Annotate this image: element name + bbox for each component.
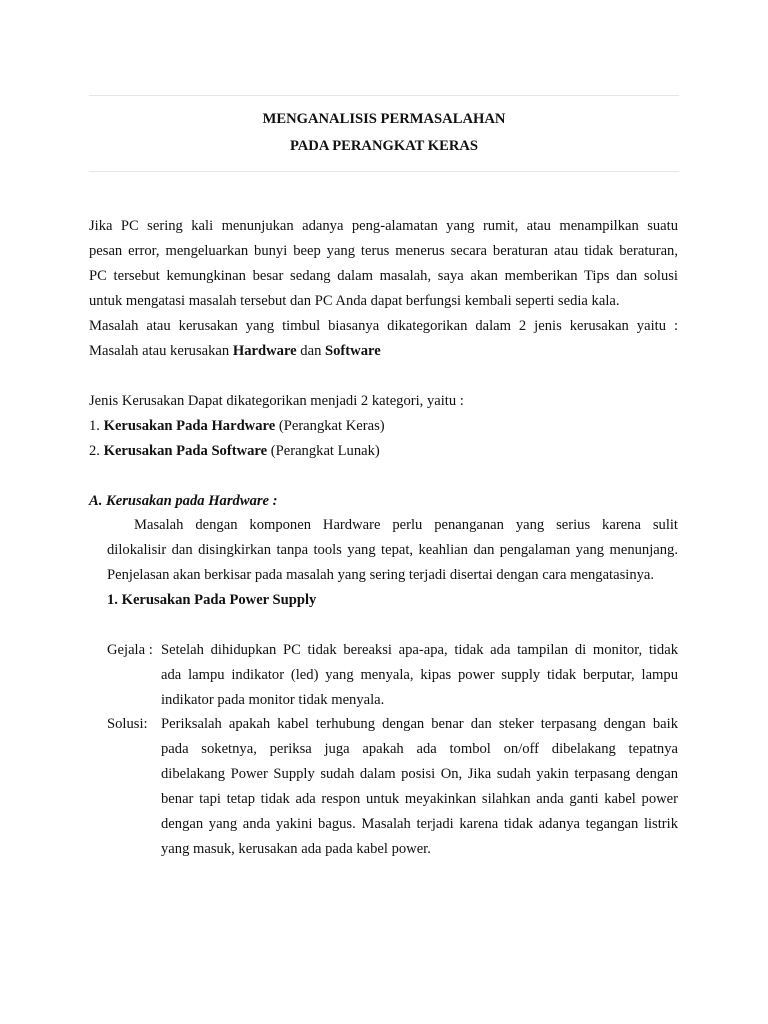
list-bold: Kerusakan Pada Software: [103, 443, 268, 459]
intro-last-prefix: Masalah atau kerusakan: [89, 343, 233, 359]
intro-line: Jika PC sering kali menunjukan adanya peng-alamatan yang rumit, atau menampilkan suatu: [89, 218, 678, 234]
gejala-line: Setelah dihidupkan PC tidak bereaksi apa-apa, tidak ada tampilan di monitor, tidak: [161, 642, 678, 658]
hardware-term: Hardware: [232, 343, 297, 359]
list-rest: (Perangkat Lunak): [267, 443, 380, 459]
solusi-line: Periksalah apakah kabel terhubung dengan benar dan steker terpasang dengan baik: [161, 716, 678, 732]
document-title-line-1: MENGANALISIS PERMASALAHAN: [262, 111, 506, 127]
list-item: [89, 441, 678, 461]
list-number: 1.: [89, 418, 104, 434]
intro-last-line: [89, 341, 678, 361]
section-a-line: dilokalisir dan disingkirkan tanpa tools yang tepat, keahlian dan pengalaman yang menunjang.: [107, 542, 678, 558]
solusi-line: dibelakang Power Supply sudah dalam posisi On, Jika sudah yakin terpasang dengan: [161, 766, 678, 782]
gejala-line: indikator pada monitor tidak menyala.: [161, 692, 385, 708]
header-rule-top: [89, 95, 679, 96]
solusi-line: dengan yang anda yakini bagus. Masalah terjadi karena tidak adanya tegangan listrik: [161, 816, 678, 832]
section-a-heading: A. Kerusakan pada Hardware :: [89, 493, 278, 509]
intro-last-and: dan: [296, 343, 326, 359]
list-rest: (Perangkat Keras): [275, 418, 385, 434]
intro-line: Masalah atau kerusakan yang timbul biasanya dikategorikan dalam 2 jenis kerusakan yaitu :: [89, 318, 678, 334]
section-a-line: Penjelasan akan berkisar pada masalah yang sering terjadi disertai dengan cara mengatasinya.: [107, 567, 655, 583]
intro-line: pesan error, mengeluarkan bunyi beep yang terus menerus secara beraturan atau tidak beraturan,: [89, 243, 678, 259]
section-a-line: Masalah dengan komponen Hardware perlu penanganan yang serius karena sulit: [134, 517, 678, 533]
solusi-line: yang masuk, kerusakan ada pada kabel power.: [161, 841, 431, 857]
list-bold: Kerusakan Pada Hardware: [103, 418, 276, 434]
solusi-label: Solusi:: [107, 716, 148, 732]
document-title-line-2: PADA PERANGKAT KERAS: [289, 138, 479, 154]
jenis-heading: Jenis Kerusakan Dapat dikategorikan menjadi 2 kategori, yaitu :: [89, 393, 464, 409]
gejala-label: Gejala :: [107, 642, 153, 658]
software-term: Software: [325, 343, 381, 359]
list-number: 2.: [89, 443, 104, 459]
solusi-line: pada soketnya, periksa juga apakah ada tombol on/off dibelakang tepatnya: [161, 741, 678, 757]
intro-line: PC tersebut kemungkinan besar sedang dalam masalah, saya akan memberikan Tips dan solusi: [89, 268, 678, 284]
list-item: [89, 416, 678, 436]
header-rule-bottom: [89, 171, 679, 172]
intro-line: untuk mengatasi masalah tersebut dan PC Anda dapat berfungsi kembali seperti sedia kala.: [89, 293, 620, 309]
sub1-heading: 1. Kerusakan Pada Power Supply: [107, 592, 317, 608]
gejala-line: ada lampu indikator (led) yang menyala, kipas power supply tidak berputar, lampu: [161, 667, 678, 683]
solusi-line: benar tapi tetap tidak ada respon untuk meyakinkan silahkan anda ganti kabel power: [161, 791, 678, 807]
